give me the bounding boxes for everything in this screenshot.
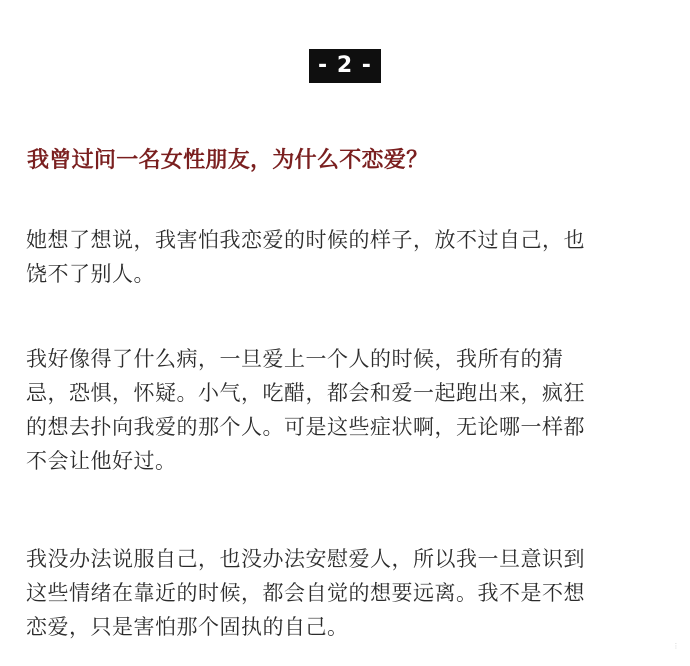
paragraph-3 — [26, 542, 666, 644]
paragraph-2 — [26, 342, 666, 478]
paragraph-line: 她想了想说，我害怕我恋爱的时候的样子，放不过自己，也 — [26, 228, 585, 252]
paragraph-line: 饶不了别人。 — [26, 262, 155, 286]
paragraph-line: 不会让他好过。 — [26, 449, 177, 473]
paragraph-line: 这些情绪在靠近的时候，都会自觉的想要远离。我不是不想 — [26, 581, 585, 605]
paragraph-1 — [26, 223, 666, 291]
paragraph-line: 的想去扑向我爱的那个人。可是这些症状啊，无论哪一样都 — [26, 415, 585, 439]
paragraph-line: 忌，恐惧，怀疑。小气，吃醋，都会和爱一起跑出来，疯狂 — [26, 381, 585, 405]
paragraph-line: 我好像得了什么病，一旦爱上一个人的时候，我所有的猜 — [26, 347, 564, 371]
section-number-badge: - 2 - — [309, 49, 381, 83]
watermark-mark: ⋮ — [672, 642, 680, 650]
paragraph-line: 我没办法说服自己，也没办法安慰爱人，所以我一旦意识到 — [26, 547, 585, 571]
section-badge-wrapper — [0, 49, 690, 83]
paragraph-line: 恋爱，只是害怕那个固执的自己。 — [26, 615, 349, 639]
section-heading: 我曾过问一名女性朋友，为什么不恋爱？ — [27, 148, 429, 173]
